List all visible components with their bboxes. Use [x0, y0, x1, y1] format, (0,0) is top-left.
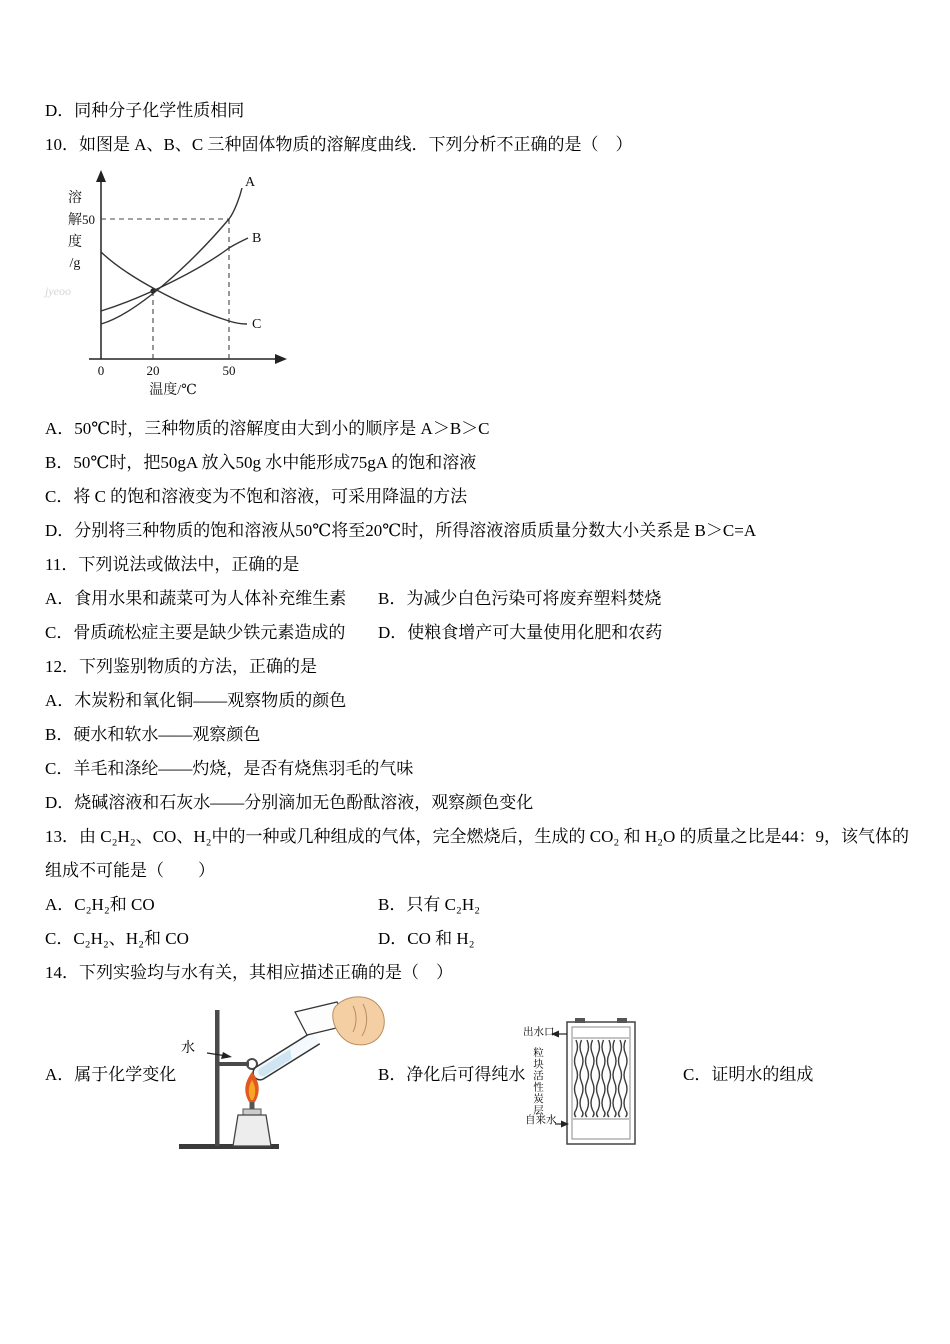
solubility-curve-svg	[45, 164, 297, 404]
q12-option-c: C．羊毛和涤纶——灼烧，是否有烧焦羽毛的气味	[45, 759, 414, 778]
y-label-char-1: 溶	[68, 191, 82, 206]
y-label-char-3: 度	[68, 235, 82, 250]
x-tick-0: 0	[97, 363, 105, 378]
q14-caption-a: A．属于化学变化	[45, 1065, 177, 1084]
water-label-arrowhead	[221, 1052, 232, 1059]
water-label: 水	[181, 1041, 195, 1056]
q10-option-d: D．分别将三种物质的饱和溶液从50℃将至20℃时，所得溶液溶质质量分数大小关系是 B＞C=A	[45, 521, 757, 540]
q13-options-row-2	[45, 922, 910, 956]
solubility-chart	[45, 164, 910, 410]
top-port-right	[617, 1018, 627, 1023]
curve-label-c: C	[252, 317, 262, 332]
hand	[333, 997, 385, 1045]
curve-label-b: B	[252, 231, 262, 246]
q10-stem: 10．如图是 A、B、C 三种固体物质的溶解度曲线．下列分析不正确的是（ ）	[45, 135, 633, 154]
alcohol-lamp	[233, 1102, 271, 1146]
inlet-label: 自来水	[525, 1115, 557, 1126]
top-port-left	[575, 1018, 585, 1023]
watermark: jyeoo	[45, 284, 71, 298]
q11-options-row-1	[45, 582, 910, 616]
q12-stem: 12．下列鉴别物质的方法，正确的是	[45, 657, 317, 676]
question-11	[45, 548, 910, 650]
q14-caption-c: C．证明水的组成	[683, 1065, 814, 1084]
x-axis-label: 温度/℃	[149, 383, 197, 398]
q13-option-b: B．只有 C₂H₂	[378, 895, 481, 914]
q11-option-a: A．食用水果和蔬菜可为人体补充维生素	[45, 589, 347, 608]
question-13	[45, 820, 910, 956]
q10-option-b: B．50℃时，把50gA 放入50g 水中能形成75gA 的饱和溶液	[45, 453, 477, 472]
q12-option-a: A．木炭粉和氧化铜——观察物质的颜色	[45, 691, 347, 710]
q13-option-a: A．C₂H₂和 CO	[45, 895, 155, 914]
q14-figures	[45, 992, 910, 1202]
q12-option-b: B．硬水和软水——观察颜色	[45, 725, 261, 744]
q13-option-c: C．C₂H₂、H₂和 CO	[45, 929, 189, 948]
y-label-unit: /g	[69, 256, 81, 271]
x-tick-20: 20	[146, 363, 160, 378]
q14-caption-b: B．净化后可得纯水	[378, 1065, 526, 1084]
y-tick-50: 50	[82, 212, 95, 227]
q11-option-b: B．为减少白色污染可将废弃塑料焚烧	[378, 589, 662, 608]
curve-c	[101, 252, 247, 324]
q11-option-d: D．使粮食增产可大量使用化肥和农药	[378, 623, 663, 642]
apparatus-illustration	[157, 992, 392, 1164]
q10-option-c: C．将 C 的饱和溶液变为不饱和溶液，可采用降温的方法	[45, 487, 468, 506]
q11-option-c: C．骨质疏松症主要是缺少铁元素造成的	[45, 623, 346, 642]
q13-options-row-1	[45, 888, 910, 922]
outlet-label: 出水口	[523, 1027, 555, 1038]
clamp-arm	[219, 1062, 249, 1066]
q11-options-row-2	[45, 616, 910, 650]
q11-stem: 11．下列说法或做法中，正确的是	[45, 555, 300, 574]
test-tube	[250, 1032, 319, 1083]
q12-option-d: D．烧碱溶液和石灰水——分别滴加无色酚酞溶液，观察颜色变化	[45, 793, 534, 812]
question-10	[45, 128, 910, 548]
q14-stem: 14．下列实验均与水有关，其相应描述正确的是（ ）	[45, 963, 453, 982]
x-axis-arrow	[275, 354, 287, 364]
question-12	[45, 650, 910, 820]
q13-stem: 13．由 C₂H₂、CO、H₂中的一种或几种组成的气体，完全燃烧后，生成的 CO₂ 和 H₂O 的质量之比是44：9，该气体的组成不可能是（ ）	[45, 827, 910, 880]
heating-apparatus-figure	[157, 992, 392, 1164]
carbon-layer-label: 粒块活性炭层	[532, 1047, 543, 1116]
q10-option-a: A．50℃时，三种物质的溶解度由大到小的顺序是 A＞B＞C	[45, 419, 490, 438]
x-tick-50: 50	[222, 363, 236, 378]
q9-option-d: D．同种分子化学性质相同	[45, 101, 245, 120]
water-filter-figure	[523, 1018, 663, 1152]
question-14	[45, 956, 910, 1202]
curve-label-a: A	[245, 175, 256, 190]
q13-option-d: D．CO 和 H₂	[378, 929, 475, 948]
stand-pole	[215, 1010, 220, 1146]
y-label-char-2: 解	[68, 213, 82, 228]
y-axis-arrow	[96, 170, 106, 182]
